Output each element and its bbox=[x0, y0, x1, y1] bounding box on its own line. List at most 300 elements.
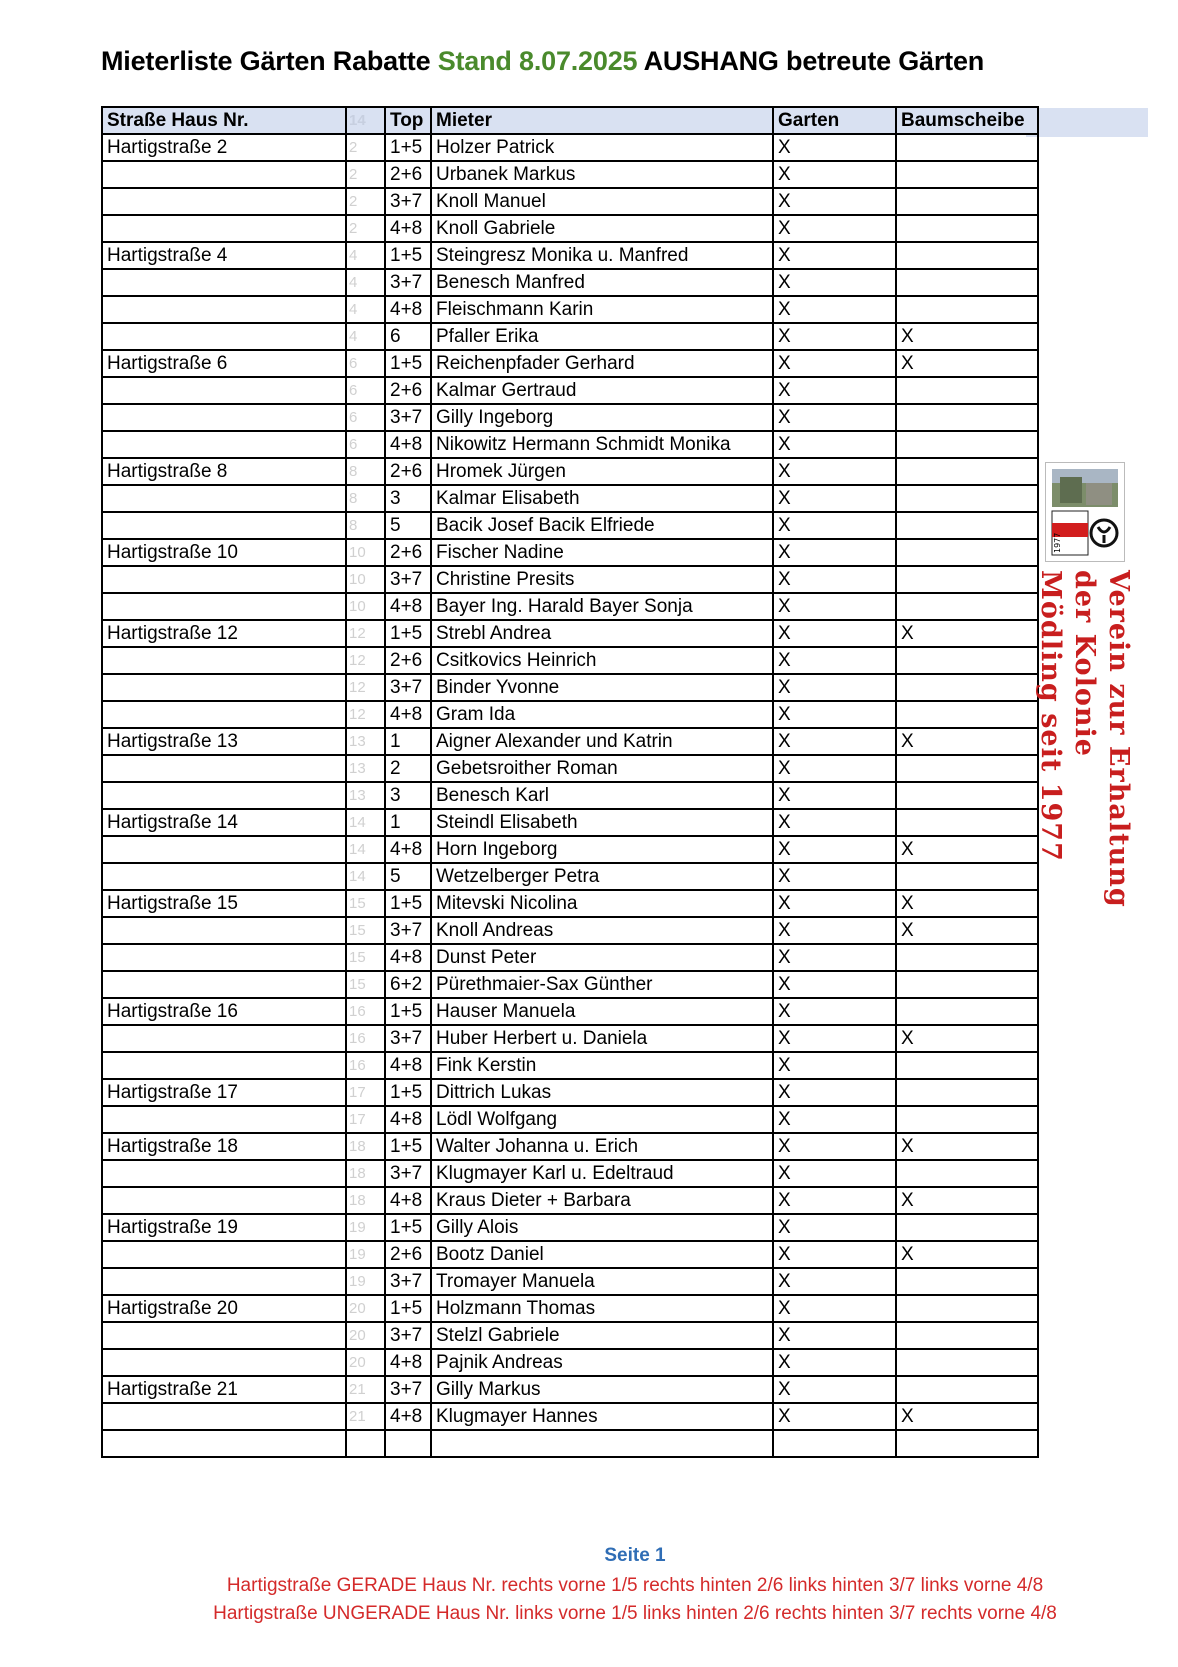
cell-tree-disc bbox=[896, 1295, 1038, 1322]
cell-tenant: Lödl Wolfgang bbox=[431, 1106, 773, 1133]
cell-garden: X bbox=[773, 1214, 896, 1241]
footer-note-odd: Hartigstraße UNGERADE Haus Nr. links vorne 1/5 links hinten 2/6 rechts hinten 3/7 rechts vorne 4/8 bbox=[213, 1603, 1057, 1624]
cell-tenant: Stelzl Gabriele bbox=[431, 1322, 773, 1349]
table-row bbox=[102, 269, 1038, 296]
club-name-line1: Verein zur Erhaltung der Kolonie bbox=[1069, 570, 1134, 908]
cell-tenant: Horn Ingeborg bbox=[431, 836, 773, 863]
table-row bbox=[102, 1403, 1038, 1430]
table-row bbox=[102, 809, 1038, 836]
cell-top: 1+5 bbox=[385, 242, 431, 269]
cell-tenant: Hauser Manuela bbox=[431, 998, 773, 1025]
cell-street bbox=[102, 377, 346, 404]
table-row bbox=[102, 863, 1038, 890]
cell-tree-disc bbox=[896, 1052, 1038, 1079]
table-row bbox=[102, 485, 1038, 512]
cell-garden: X bbox=[773, 539, 896, 566]
page-number: Seite 1 bbox=[604, 1545, 666, 1566]
table-row bbox=[102, 620, 1038, 647]
cell-garden: X bbox=[773, 863, 896, 890]
cell-top: 2+6 bbox=[385, 377, 431, 404]
cell-tree-disc: X bbox=[896, 1241, 1038, 1268]
table-row bbox=[102, 566, 1038, 593]
cell-tenant: Nikowitz Hermann Schmidt Monika bbox=[431, 431, 773, 458]
cell-top: 2 bbox=[385, 755, 431, 782]
cell-tree-disc: X bbox=[896, 728, 1038, 755]
cell-tenant: Bayer Ing. Harald Bayer Sonja bbox=[431, 593, 773, 620]
cell-tree-disc: X bbox=[896, 1133, 1038, 1160]
cell-garden: X bbox=[773, 809, 896, 836]
table-row bbox=[102, 701, 1038, 728]
cell-garden: X bbox=[773, 1403, 896, 1430]
cell-tenant: Bootz Daniel bbox=[431, 1241, 773, 1268]
cell-top: 4+8 bbox=[385, 431, 431, 458]
cell-street: Hartigstraße 19 bbox=[102, 1214, 346, 1241]
cell-street: Hartigstraße 10 bbox=[102, 539, 346, 566]
cell-tenant: Pfaller Erika bbox=[431, 323, 773, 350]
club-name-vertical bbox=[1035, 570, 1135, 960]
cell-top: 4+8 bbox=[385, 1349, 431, 1376]
table-row bbox=[102, 836, 1038, 863]
table-row bbox=[102, 728, 1038, 755]
cell-top: 6+2 bbox=[385, 971, 431, 998]
cell-street bbox=[102, 1025, 346, 1052]
cell-garden: X bbox=[773, 1079, 896, 1106]
cell-house-number: 2 bbox=[346, 161, 385, 188]
cell-house-number: 20 bbox=[346, 1295, 385, 1322]
cell-tree-disc: X bbox=[896, 350, 1038, 377]
cell-garden: X bbox=[773, 431, 896, 458]
cell-tenant: Aigner Alexander und Katrin bbox=[431, 728, 773, 755]
cell-street bbox=[102, 404, 346, 431]
cell-street bbox=[102, 296, 346, 323]
cell-street bbox=[102, 1403, 346, 1430]
cell-house-number: 16 bbox=[346, 1052, 385, 1079]
table-row bbox=[102, 134, 1038, 161]
cell-street: Hartigstraße 8 bbox=[102, 458, 346, 485]
cell-tenant: Gilly Alois bbox=[431, 1214, 773, 1241]
cell-top: 4+8 bbox=[385, 296, 431, 323]
cell-top: 2+6 bbox=[385, 647, 431, 674]
cell-tenant: Dittrich Lukas bbox=[431, 1079, 773, 1106]
column-header-street: Straße Haus Nr. bbox=[102, 107, 346, 134]
cell-street: Hartigstraße 21 bbox=[102, 1376, 346, 1403]
cell-tree-disc bbox=[896, 971, 1038, 998]
cell-street bbox=[102, 323, 346, 350]
cell-tree-disc bbox=[896, 539, 1038, 566]
cell-tree-disc: X bbox=[896, 1187, 1038, 1214]
table-row bbox=[102, 1187, 1038, 1214]
cell-top: 3+7 bbox=[385, 269, 431, 296]
cell-tree-disc bbox=[896, 377, 1038, 404]
table-row bbox=[102, 1079, 1038, 1106]
cell-street bbox=[102, 1322, 346, 1349]
cell-house-number: 16 bbox=[346, 998, 385, 1025]
cell-tree-disc bbox=[896, 134, 1038, 161]
cell-tenant: Bacik Josef Bacik Elfriede bbox=[431, 512, 773, 539]
cell-garden: X bbox=[773, 674, 896, 701]
cell-street bbox=[102, 1349, 346, 1376]
cell-street: Hartigstraße 20 bbox=[102, 1295, 346, 1322]
cell-street bbox=[102, 1430, 346, 1457]
cell-house-number: 16 bbox=[346, 1025, 385, 1052]
cell-tree-disc bbox=[896, 755, 1038, 782]
table-row bbox=[102, 755, 1038, 782]
cell-house-number: 14 bbox=[346, 809, 385, 836]
table-row bbox=[102, 323, 1038, 350]
cell-garden: X bbox=[773, 944, 896, 971]
table-row bbox=[102, 944, 1038, 971]
club-name-line2: Mödling seit 1977 bbox=[1035, 570, 1066, 862]
cell-garden: X bbox=[773, 377, 896, 404]
table-row bbox=[102, 1133, 1038, 1160]
cell-house-number: 19 bbox=[346, 1241, 385, 1268]
cell-tenant: Christine Presits bbox=[431, 566, 773, 593]
table-row bbox=[102, 539, 1038, 566]
cell-top: 1+5 bbox=[385, 1214, 431, 1241]
cell-top: 4+8 bbox=[385, 215, 431, 242]
cell-top: 3+7 bbox=[385, 1268, 431, 1295]
cell-tenant: Steindl Elisabeth bbox=[431, 809, 773, 836]
cell-top: 4+8 bbox=[385, 944, 431, 971]
cell-tenant: Pürethmaier-Sax Günther bbox=[431, 971, 773, 998]
tenant-table bbox=[101, 106, 1039, 1458]
cell-garden: X bbox=[773, 1349, 896, 1376]
column-header-top: Top bbox=[385, 107, 431, 134]
table-row bbox=[102, 998, 1038, 1025]
cell-top: 2+6 bbox=[385, 161, 431, 188]
cell-top: 4+8 bbox=[385, 1052, 431, 1079]
cell-tenant: Gilly Ingeborg bbox=[431, 404, 773, 431]
table-header-row bbox=[102, 107, 1038, 134]
table-row bbox=[102, 458, 1038, 485]
cell-house-number: 12 bbox=[346, 620, 385, 647]
cell-tenant bbox=[431, 1430, 773, 1457]
cell-house-number: 12 bbox=[346, 674, 385, 701]
cell-street bbox=[102, 1268, 346, 1295]
cell-house-number: 15 bbox=[346, 917, 385, 944]
column-header-number: 14 bbox=[346, 107, 385, 134]
header-fill-extension bbox=[1026, 108, 1148, 137]
cell-tree-disc: X bbox=[896, 917, 1038, 944]
cell-house-number: 4 bbox=[346, 296, 385, 323]
title-date: Stand 8.07.2025 bbox=[437, 46, 638, 76]
cell-top: 3+7 bbox=[385, 188, 431, 215]
cell-house-number: 15 bbox=[346, 971, 385, 998]
cell-house-number: 12 bbox=[346, 701, 385, 728]
cell-street: Hartigstraße 16 bbox=[102, 998, 346, 1025]
cell-top: 4+8 bbox=[385, 593, 431, 620]
cell-top: 2+6 bbox=[385, 1241, 431, 1268]
cell-tenant: Fischer Nadine bbox=[431, 539, 773, 566]
cell-street: Hartigstraße 6 bbox=[102, 350, 346, 377]
cell-tree-disc: X bbox=[896, 323, 1038, 350]
cell-tree-disc bbox=[896, 512, 1038, 539]
cell-street bbox=[102, 917, 346, 944]
club-logo bbox=[1045, 462, 1125, 562]
cell-house-number: 10 bbox=[346, 593, 385, 620]
cell-garden: X bbox=[773, 215, 896, 242]
table-row bbox=[102, 1160, 1038, 1187]
table-row bbox=[102, 1052, 1038, 1079]
cell-house-number: 17 bbox=[346, 1079, 385, 1106]
cell-garden: X bbox=[773, 1133, 896, 1160]
cell-top: 4+8 bbox=[385, 1187, 431, 1214]
cell-top: 3+7 bbox=[385, 1160, 431, 1187]
cell-top: 3+7 bbox=[385, 674, 431, 701]
cell-garden: X bbox=[773, 134, 896, 161]
cell-house-number: 18 bbox=[346, 1160, 385, 1187]
table-row bbox=[102, 242, 1038, 269]
table-row bbox=[102, 296, 1038, 323]
cell-garden: X bbox=[773, 1052, 896, 1079]
cell-tree-disc bbox=[896, 215, 1038, 242]
cell-garden: X bbox=[773, 1268, 896, 1295]
cell-house-number: 20 bbox=[346, 1322, 385, 1349]
cell-tree-disc bbox=[896, 863, 1038, 890]
cell-tree-disc bbox=[896, 404, 1038, 431]
cell-house-number: 21 bbox=[346, 1376, 385, 1403]
table-row bbox=[102, 377, 1038, 404]
cell-street bbox=[102, 1106, 346, 1133]
cell-house-number: 10 bbox=[346, 539, 385, 566]
cell-street bbox=[102, 863, 346, 890]
cell-tenant: Kalmar Elisabeth bbox=[431, 485, 773, 512]
cell-street bbox=[102, 431, 346, 458]
table-row bbox=[102, 161, 1038, 188]
table-row bbox=[102, 512, 1038, 539]
cell-tree-disc: X bbox=[896, 890, 1038, 917]
cell-street: Hartigstraße 18 bbox=[102, 1133, 346, 1160]
table-row bbox=[102, 1106, 1038, 1133]
cell-tenant: Strebl Andrea bbox=[431, 620, 773, 647]
cell-street bbox=[102, 836, 346, 863]
table-row bbox=[102, 1214, 1038, 1241]
cell-garden: X bbox=[773, 242, 896, 269]
cell-tree-disc bbox=[896, 161, 1038, 188]
cell-tree-disc bbox=[896, 1268, 1038, 1295]
cell-tenant: Benesch Manfred bbox=[431, 269, 773, 296]
cell-street: Hartigstraße 13 bbox=[102, 728, 346, 755]
table-row bbox=[102, 782, 1038, 809]
cell-street: Hartigstraße 15 bbox=[102, 890, 346, 917]
cell-tenant: Knoll Andreas bbox=[431, 917, 773, 944]
cell-tenant: Holzmann Thomas bbox=[431, 1295, 773, 1322]
table-row bbox=[102, 1241, 1038, 1268]
cell-street: Hartigstraße 17 bbox=[102, 1079, 346, 1106]
cell-tree-disc: X bbox=[896, 1403, 1038, 1430]
cell-tenant: Gebetsroither Roman bbox=[431, 755, 773, 782]
cell-top: 4+8 bbox=[385, 1403, 431, 1430]
cell-street bbox=[102, 971, 346, 998]
cell-street: Hartigstraße 4 bbox=[102, 242, 346, 269]
cell-tenant: Wetzelberger Petra bbox=[431, 863, 773, 890]
cell-house-number: 2 bbox=[346, 188, 385, 215]
cell-tenant: Fink Kerstin bbox=[431, 1052, 773, 1079]
cell-street: Hartigstraße 14 bbox=[102, 809, 346, 836]
cell-top: 4+8 bbox=[385, 1106, 431, 1133]
cell-street bbox=[102, 161, 346, 188]
cell-top bbox=[385, 1430, 431, 1457]
cell-tree-disc bbox=[896, 242, 1038, 269]
cell-street bbox=[102, 674, 346, 701]
cell-garden: X bbox=[773, 971, 896, 998]
cell-house-number: 15 bbox=[346, 890, 385, 917]
cell-street bbox=[102, 755, 346, 782]
cell-top: 1+5 bbox=[385, 1295, 431, 1322]
column-header-tenant: Mieter bbox=[431, 107, 773, 134]
cell-tenant: Dunst Peter bbox=[431, 944, 773, 971]
cell-tenant: Klugmayer Hannes bbox=[431, 1403, 773, 1430]
cell-garden: X bbox=[773, 269, 896, 296]
table-row bbox=[102, 1322, 1038, 1349]
cell-garden: X bbox=[773, 998, 896, 1025]
cell-house-number: 14 bbox=[346, 863, 385, 890]
cell-street: Hartigstraße 12 bbox=[102, 620, 346, 647]
cell-tree-disc: X bbox=[896, 620, 1038, 647]
cell-tenant: Klugmayer Karl u. Edeltraud bbox=[431, 1160, 773, 1187]
cell-street bbox=[102, 512, 346, 539]
title-main: Mieterliste Gärten Rabatte bbox=[101, 46, 438, 76]
cell-tree-disc bbox=[896, 566, 1038, 593]
cell-tenant: Holzer Patrick bbox=[431, 134, 773, 161]
cell-house-number: 6 bbox=[346, 431, 385, 458]
cell-tenant: Fleischmann Karin bbox=[431, 296, 773, 323]
cell-top: 1+5 bbox=[385, 998, 431, 1025]
cell-tree-disc bbox=[896, 1349, 1038, 1376]
cell-garden: X bbox=[773, 890, 896, 917]
cell-garden: X bbox=[773, 1160, 896, 1187]
cell-street bbox=[102, 782, 346, 809]
cell-top: 2+6 bbox=[385, 539, 431, 566]
cell-tree-disc bbox=[896, 296, 1038, 323]
cell-house-number: 4 bbox=[346, 269, 385, 296]
cell-tree-disc bbox=[896, 458, 1038, 485]
cell-tenant: Knoll Manuel bbox=[431, 188, 773, 215]
cell-tenant: Binder Yvonne bbox=[431, 674, 773, 701]
cell-top: 3 bbox=[385, 782, 431, 809]
cell-garden: X bbox=[773, 1322, 896, 1349]
cell-tenant: Knoll Gabriele bbox=[431, 215, 773, 242]
cell-tenant: Kraus Dieter + Barbara bbox=[431, 1187, 773, 1214]
cell-house-number: 19 bbox=[346, 1214, 385, 1241]
cell-top: 5 bbox=[385, 863, 431, 890]
table-row bbox=[102, 917, 1038, 944]
cell-tree-disc bbox=[896, 1430, 1038, 1457]
table-row bbox=[102, 1025, 1038, 1052]
cell-tenant: Walter Johanna u. Erich bbox=[431, 1133, 773, 1160]
cell-house-number: 18 bbox=[346, 1133, 385, 1160]
cell-top: 3+7 bbox=[385, 566, 431, 593]
cell-garden: X bbox=[773, 647, 896, 674]
cell-tree-disc: X bbox=[896, 1025, 1038, 1052]
cell-garden: X bbox=[773, 188, 896, 215]
cell-top: 3+7 bbox=[385, 917, 431, 944]
cell-garden: X bbox=[773, 566, 896, 593]
table-row bbox=[102, 188, 1038, 215]
cell-top: 1+5 bbox=[385, 350, 431, 377]
cell-top: 1 bbox=[385, 728, 431, 755]
cell-tree-disc bbox=[896, 674, 1038, 701]
cell-tenant: Reichenpfader Gerhard bbox=[431, 350, 773, 377]
cell-garden: X bbox=[773, 404, 896, 431]
cell-house-number: 17 bbox=[346, 1106, 385, 1133]
cell-garden: X bbox=[773, 782, 896, 809]
cell-house-number: 8 bbox=[346, 512, 385, 539]
cell-house-number: 15 bbox=[346, 944, 385, 971]
cell-street bbox=[102, 215, 346, 242]
cell-garden: X bbox=[773, 296, 896, 323]
cell-garden: X bbox=[773, 917, 896, 944]
table-row bbox=[102, 404, 1038, 431]
page-title bbox=[101, 46, 1141, 77]
cell-street bbox=[102, 485, 346, 512]
cell-garden bbox=[773, 1430, 896, 1457]
cell-street bbox=[102, 647, 346, 674]
cell-house-number: 4 bbox=[346, 323, 385, 350]
cell-tree-disc bbox=[896, 593, 1038, 620]
cell-street bbox=[102, 1241, 346, 1268]
cell-tree-disc bbox=[896, 188, 1038, 215]
cell-garden: X bbox=[773, 323, 896, 350]
cell-tenant: Gilly Markus bbox=[431, 1376, 773, 1403]
cell-house-number: 4 bbox=[346, 242, 385, 269]
cell-top: 3+7 bbox=[385, 1376, 431, 1403]
cell-garden: X bbox=[773, 485, 896, 512]
cell-street bbox=[102, 188, 346, 215]
cell-garden: X bbox=[773, 512, 896, 539]
cell-house-number: 18 bbox=[346, 1187, 385, 1214]
cell-house-number: 21 bbox=[346, 1403, 385, 1430]
footer-note-even: Hartigstraße GERADE Haus Nr. rechts vorne 1/5 rechts hinten 2/6 links hinten 3/7 links vorne 4/8 bbox=[226, 1575, 1044, 1596]
cell-garden: X bbox=[773, 458, 896, 485]
table-row bbox=[102, 890, 1038, 917]
cell-garden: X bbox=[773, 593, 896, 620]
cell-house-number: 12 bbox=[346, 647, 385, 674]
cell-tree-disc: X bbox=[896, 836, 1038, 863]
cell-street bbox=[102, 566, 346, 593]
cell-house-number: 13 bbox=[346, 782, 385, 809]
cell-top: 1 bbox=[385, 809, 431, 836]
cell-tree-disc bbox=[896, 944, 1038, 971]
table-row bbox=[102, 593, 1038, 620]
cell-tenant: Csitkovics Heinrich bbox=[431, 647, 773, 674]
table-row bbox=[102, 1430, 1038, 1457]
table-row bbox=[102, 674, 1038, 701]
cell-top: 1+5 bbox=[385, 134, 431, 161]
cell-house-number: 6 bbox=[346, 404, 385, 431]
cell-garden: X bbox=[773, 1241, 896, 1268]
table-row bbox=[102, 215, 1038, 242]
cell-tree-disc bbox=[896, 431, 1038, 458]
cell-house-number: 20 bbox=[346, 1349, 385, 1376]
cell-garden: X bbox=[773, 1295, 896, 1322]
column-header-garden: Garten bbox=[773, 107, 896, 134]
cell-top: 6 bbox=[385, 323, 431, 350]
cell-tree-disc bbox=[896, 647, 1038, 674]
table-row bbox=[102, 431, 1038, 458]
cell-house-number bbox=[346, 1430, 385, 1457]
cell-street bbox=[102, 269, 346, 296]
table-row bbox=[102, 1376, 1038, 1403]
cell-tenant: Huber Herbert u. Daniela bbox=[431, 1025, 773, 1052]
cell-house-number: 8 bbox=[346, 485, 385, 512]
cell-house-number: 19 bbox=[346, 1268, 385, 1295]
cell-top: 1+5 bbox=[385, 1079, 431, 1106]
cell-street: Hartigstraße 2 bbox=[102, 134, 346, 161]
table-row bbox=[102, 1295, 1038, 1322]
cell-garden: X bbox=[773, 728, 896, 755]
cell-tenant: Pajnik Andreas bbox=[431, 1349, 773, 1376]
